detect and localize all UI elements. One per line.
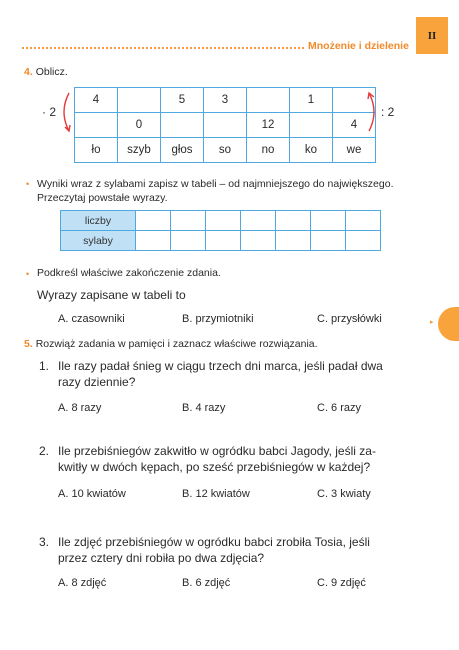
answer-cell[interactable] — [276, 211, 311, 231]
table-cell — [247, 88, 290, 113]
answer-cell[interactable] — [241, 231, 276, 251]
answer-cell[interactable] — [311, 231, 346, 251]
answer-cell[interactable] — [136, 211, 171, 231]
header-dotted-line — [22, 47, 304, 49]
table-cell: szyb — [118, 138, 161, 163]
answer-cell[interactable] — [206, 211, 241, 231]
table-row — [61, 231, 381, 251]
instruction-2: Podkreśl właściwe zakończenie zdania. — [37, 267, 221, 279]
option-b-adjectives[interactable]: B. przymiotniki — [182, 313, 254, 325]
answer-cell[interactable] — [346, 211, 381, 231]
table-cell: ło — [75, 138, 118, 163]
q2-option-b[interactable]: B. 12 kwiatów — [182, 488, 250, 500]
question-3-text — [58, 534, 370, 566]
table-row — [61, 211, 381, 231]
option-c-adverbs[interactable]: C. przysłówki — [317, 313, 382, 325]
side-page-tab — [430, 307, 459, 341]
question-2-number: 2. — [39, 444, 50, 458]
q1-option-a[interactable]: A. 8 razy — [58, 402, 102, 414]
answer-cell[interactable] — [346, 231, 381, 251]
answer-table — [60, 210, 381, 251]
task4-label: Oblicz. — [35, 66, 68, 78]
task5-heading — [24, 338, 318, 350]
q1-option-b[interactable]: B. 4 razy — [182, 402, 226, 414]
question-1-line2: razy dziennie? — [58, 375, 136, 389]
table-cell: 12 — [247, 113, 290, 138]
q2-option-c[interactable]: C. 3 kwiaty — [317, 488, 371, 500]
question-3-number: 3. — [39, 535, 50, 549]
question-2-line2: kwitły w dwóch kępach, po sześć przebiśniegów w każdej? — [58, 460, 371, 474]
table-cell: 4 — [75, 88, 118, 113]
row-label-syllables: sylaby — [61, 231, 136, 251]
table-cell — [161, 113, 204, 138]
side-arrow-icon: ▸ — [430, 319, 434, 326]
left-operation: · 2 — [42, 105, 57, 119]
question-1-text — [58, 358, 383, 390]
answer-cell[interactable] — [171, 211, 206, 231]
q3-option-a[interactable]: A. 8 zdjęć — [58, 577, 107, 589]
table-cell: 5 — [161, 88, 204, 113]
table-cell: so — [204, 138, 247, 163]
table-cell — [118, 88, 161, 113]
bullet-icon: • — [26, 179, 30, 189]
chapter-title: Mnożenie i dzielenie — [308, 40, 409, 52]
task5-label: Rozwiąż zadania w pamięci i zaznacz właściwe rozwiązania. — [35, 338, 318, 350]
instruction-1-line1: Wyniki wraz z sylabami zapisz w tabeli – od najmniejszego do największego. — [37, 178, 394, 190]
answer-cell[interactable] — [241, 211, 276, 231]
table-row — [75, 113, 376, 138]
answer-cell[interactable] — [136, 231, 171, 251]
question-3-line2: przez cztery dni robiła po dwa zdjęcia? — [58, 551, 265, 565]
table-cell: we — [333, 138, 376, 163]
table-cell: głos — [161, 138, 204, 163]
right-operation: : 2 — [381, 105, 395, 119]
sentence-stem: Wyrazy zapisane w tabeli to — [37, 288, 186, 302]
task4-table — [74, 87, 376, 163]
answer-cell[interactable] — [276, 231, 311, 251]
table-row — [75, 138, 376, 163]
task4-number: 4. — [24, 66, 33, 78]
option-a-verbs[interactable]: A. czasowniki — [58, 313, 125, 325]
question-2-text — [58, 443, 376, 475]
table-cell — [204, 113, 247, 138]
bullet-icon: • — [26, 269, 30, 279]
table-cell: 4 — [333, 113, 376, 138]
task5-number: 5. — [24, 338, 33, 350]
right-curved-arrow-icon — [366, 90, 380, 134]
answer-cell[interactable] — [171, 231, 206, 251]
question-1-number: 1. — [39, 359, 50, 373]
task4-heading — [24, 66, 68, 78]
table-row — [75, 88, 376, 113]
table-cell — [75, 113, 118, 138]
left-curved-arrow-icon — [58, 90, 72, 134]
chapter-tab: II — [416, 17, 448, 54]
table-cell: 0 — [118, 113, 161, 138]
table-cell: 1 — [290, 88, 333, 113]
question-1-line1: Ile razy padał śnieg w ciągu trzech dni marca, jeśli padał dwa — [58, 359, 383, 373]
instruction-1-line2: Przeczytaj powstałe wyrazy. — [37, 192, 168, 204]
instruction-1 — [37, 177, 393, 205]
table-cell: 3 — [204, 88, 247, 113]
question-2-line1: Ile przebiśniegów zakwitło w ogródku babci Jagody, jeśli za- — [58, 444, 376, 458]
q3-option-c[interactable]: C. 9 zdjęć — [317, 577, 366, 589]
q2-option-a[interactable]: A. 10 kwiatów — [58, 488, 126, 500]
row-label-numbers: liczby — [61, 211, 136, 231]
table-cell: no — [247, 138, 290, 163]
q3-option-b[interactable]: B. 6 zdjęć — [182, 577, 231, 589]
table-cell: ko — [290, 138, 333, 163]
answer-cell[interactable] — [206, 231, 241, 251]
q1-option-c[interactable]: C. 6 razy — [317, 402, 362, 414]
table-cell — [290, 113, 333, 138]
answer-cell[interactable] — [311, 211, 346, 231]
question-3-line1: Ile zdjęć przebiśniegów w ogródku babci zrobiła Tosia, jeśli — [58, 535, 370, 549]
